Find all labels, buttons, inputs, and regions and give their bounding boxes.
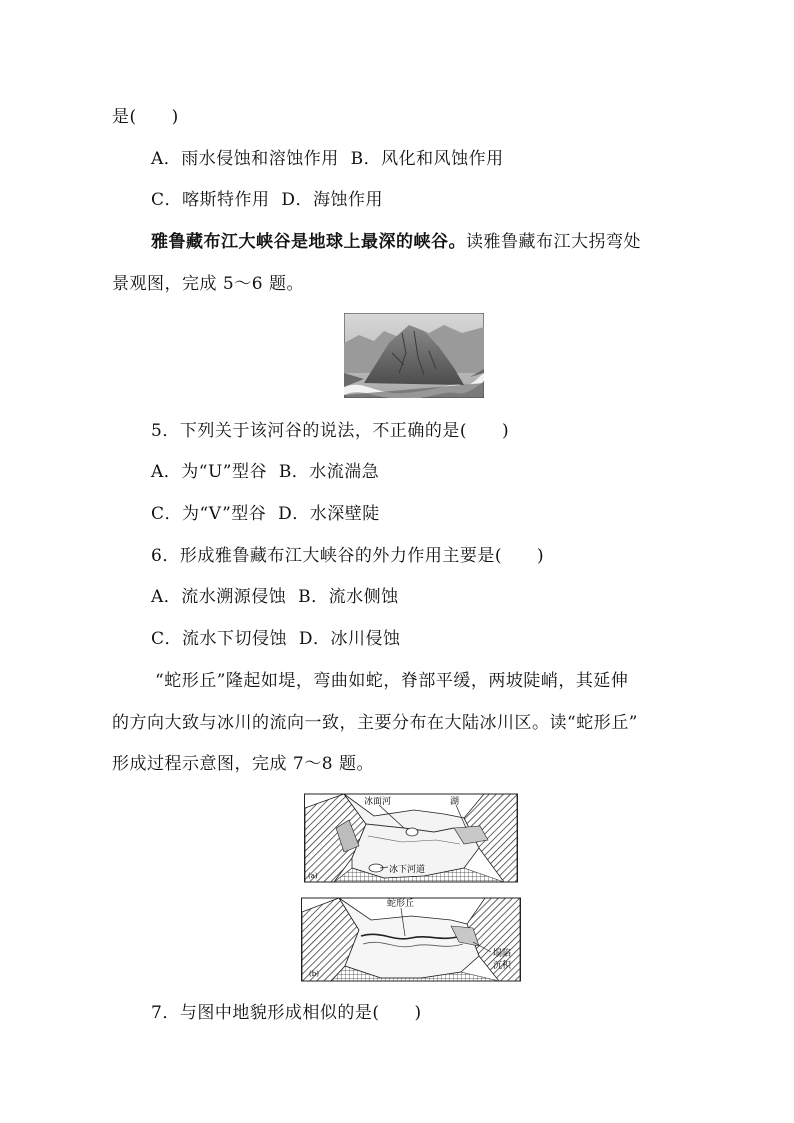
q5-stem: 5．下列关于该河谷的说法，不正确的是( ) [151, 421, 510, 441]
label-bingmianhe: 冰面河 [364, 797, 392, 807]
q5-options-cd [151, 503, 380, 525]
intro56-lead-bold: 雅鲁藏布江大峡谷是地球上最深的峡谷。 [151, 232, 466, 252]
q7-stem: 7．与图中地貌形成相似的是( ) [151, 1003, 422, 1023]
esker-diagram-b [301, 890, 521, 982]
intro78-line3: 形成过程示意图，完成 7～8 题。 [112, 754, 374, 774]
intro56-line2: 景观图，完成 5～6 题。 [112, 274, 304, 294]
esker-diagram-a [304, 788, 518, 883]
q6-stem: 6．形成雅鲁藏布江大峡谷的外力作用主要是( ) [151, 546, 545, 566]
label-b: (b) [309, 970, 319, 978]
label-shexingqiu: 蛇形丘 [387, 899, 415, 909]
label-hu: 湖 [450, 797, 460, 807]
q4-option-b: B．风化和风蚀作用 [350, 149, 504, 169]
label-chenji: 沉积 [493, 961, 512, 971]
q4-option-c: C．喀斯特作用 [151, 190, 270, 210]
q5-option-d: D．水深壁陡 [278, 504, 380, 524]
q4-option-d: D．海蚀作用 [281, 190, 383, 210]
q6-options-ab [151, 586, 399, 608]
q4-options-ab [151, 148, 504, 170]
q4-stem-tail: 是( ) [112, 107, 179, 127]
q6-options-cd [151, 628, 400, 650]
intro56-line1 [151, 231, 641, 253]
label-a: (a) [308, 872, 318, 880]
q6-option-c: C．流水下切侵蚀 [151, 629, 288, 649]
q5-option-b: B．水流湍急 [278, 462, 380, 482]
intro78-line2: 的方向大致与冰川的流向一致，主要分布在大陆冰川区。读“蛇形丘” [112, 713, 638, 733]
q5-option-a: A．为“U”型谷 [151, 462, 267, 482]
q6-option-a: A．流水溯源侵蚀 [151, 587, 287, 607]
label-bingxiahedao: 冰下河道 [389, 865, 426, 875]
canyon-photo [344, 313, 484, 398]
label-taxian: 塌陷 [493, 949, 512, 959]
intro78-line1: “蛇形丘”隆起如堤，弯曲如蛇，脊部平缓，两坡陡峭，其延伸 [155, 671, 629, 691]
canyon-photo-image [344, 313, 484, 398]
q4-option-a: A．雨水侵蚀和溶蚀作用 [151, 149, 339, 169]
q4-options-cd [151, 189, 383, 211]
q5-option-c: C．为“V”型谷 [151, 504, 267, 524]
q6-option-d: D．冰川侵蚀 [298, 629, 401, 649]
intro56-lead-rest: 读雅鲁藏布江大拐弯处 [466, 232, 641, 252]
q5-options-ab [151, 461, 379, 483]
q6-option-b: B．流水侧蚀 [298, 587, 399, 607]
